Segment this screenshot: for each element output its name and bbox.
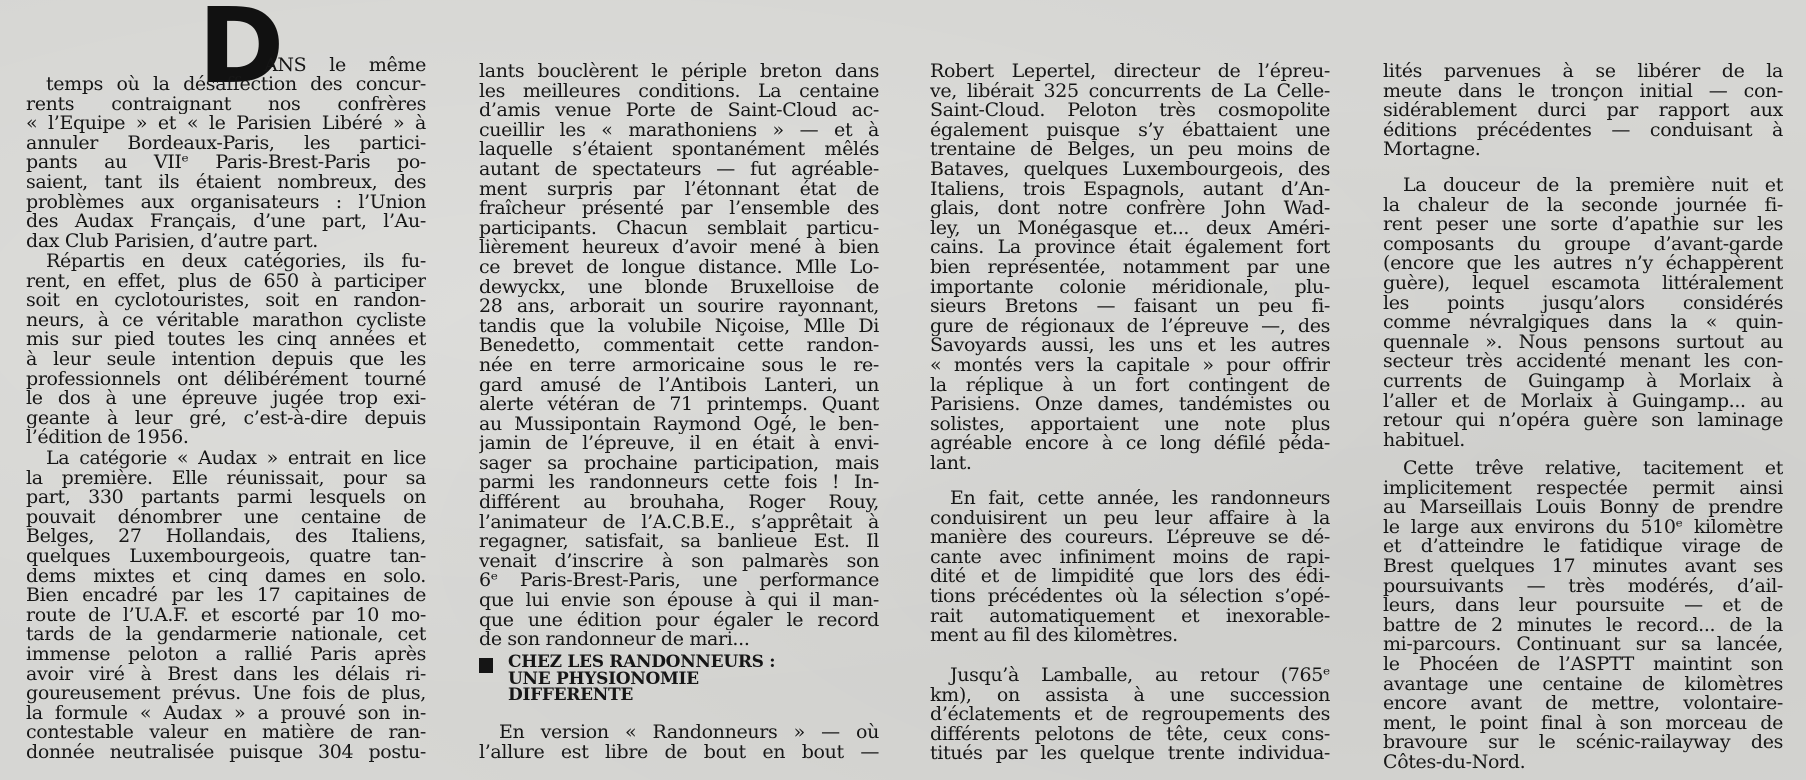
text-line: « montés vers la capitale » pour offrir	[930, 355, 1330, 376]
text-line: la chaleur de la seconde journée fi-	[1383, 195, 1783, 216]
text-line: neurs, à ce véritable marathon cycliste	[26, 310, 426, 331]
text-line: rent, en effet, plus de 650 à participer	[26, 271, 426, 292]
text-line: fraîcheur présenté par l’ensemble des	[479, 199, 879, 219]
text-line: dems mixtes et cinq dames en solo.	[26, 566, 426, 587]
text-line: sieurs Bretons — faisant un peu fi-	[930, 297, 1330, 317]
text-line: titués par les quelque trente individua-	[930, 744, 1330, 764]
text-line: ve, libérait 325 concurrents de La Celle-	[930, 81, 1330, 102]
text-line: que lui envie son épouse à qui il man-	[479, 591, 879, 611]
text-line: Parisiens. Onze dames, tandémistes ou	[930, 395, 1330, 415]
text-line: de son randonneur de mari...	[479, 630, 750, 650]
text-line: participants. Chacun semblait particu-	[479, 218, 879, 239]
article-column-4	[1383, 0, 1783, 780]
text-line: soit en cyclotouristes, soit en randon-	[26, 291, 426, 311]
article-column-2	[479, 0, 879, 780]
text-line: 6ᵉ Paris-Brest-Paris, une performance	[479, 571, 879, 592]
text-line: meute dans le tronçon initial — con-	[1383, 81, 1783, 102]
text-line: les points jusqu’alors considérés	[1383, 293, 1783, 314]
text-line: leurs, dans leur poursuite — et de	[1383, 596, 1783, 616]
text-line: encore avant de mettre, volontaire-	[1383, 694, 1783, 714]
text-line: la première. Elle réunissait, pour sa	[26, 468, 426, 489]
text-line: saient, tant ils étaient nombreux, des	[26, 172, 426, 193]
text-line: trentaine de Belges, un peu moins de	[930, 140, 1330, 160]
text-line: La douceur de la première nuit et	[1403, 176, 1783, 196]
text-line: que une édition pour égaler le record	[479, 610, 879, 631]
text-line: au Marseillais Louis Bonny de prendre	[1383, 498, 1783, 518]
text-line: temps où la désaffection des concur-	[46, 75, 426, 95]
text-line: d’éclatements et de regroupements des	[930, 705, 1330, 725]
text-line: lant.	[930, 453, 972, 474]
text-line: cante avec infiniment moins de rapi-	[930, 547, 1330, 568]
text-line: conduisirent un peu leur affaire à la	[930, 508, 1330, 529]
text-line: « l’Equipe » et « le Parisien Libéré » à	[26, 114, 426, 134]
text-line: La catégorie « Audax » entrait en lice	[46, 449, 426, 469]
text-line: l’édition de 1956.	[26, 428, 189, 448]
text-line: née en terre armoricaine sous le re-	[479, 355, 879, 376]
paragraph	[1383, 176, 1783, 450]
text-line: regagner, satisfait, sa banlieue Est. Il	[479, 532, 879, 552]
text-line: 28 ans, arborait un sourire rayonnant,	[479, 297, 879, 317]
text-line: alerte vétéran de 71 printemps. Quant	[479, 395, 879, 415]
text-line: retour qui n’opéra guère son laminage	[1383, 411, 1783, 431]
text-line: habituel.	[1383, 430, 1465, 451]
first-line	[264, 56, 426, 76]
text-line: lités parvenues à se libérer de la	[1383, 62, 1783, 82]
subheading	[479, 654, 879, 704]
text-line: les meilleures conditions. La centaine	[479, 81, 879, 102]
paragraph	[26, 75, 426, 251]
text-line: l’allure est libre de bout en bout —	[479, 742, 879, 763]
text-line: mi-parcours. Continuant sur sa lancée,	[1383, 635, 1783, 655]
article-column-1	[26, 0, 426, 780]
text-line: km), on assista à une succession	[930, 685, 1330, 706]
text-line: tions précédentes où la sélection s’opé-	[930, 586, 1330, 607]
text-line: Savoyards aussi, les uns et les autres	[930, 336, 1330, 356]
text-line: l’animateur de l’A.C.B.E., s’apprêtait à	[479, 512, 879, 533]
subheading-line: CHEZ LES RANDONNEURS :	[508, 652, 776, 672]
text-line: autant de spectateurs — fut agréable-	[479, 159, 879, 180]
text-line: venait d’inscrire à son palmarès son	[479, 551, 879, 572]
text-line: Côtes-du-Nord.	[1383, 752, 1526, 773]
text-line: ment au fil des kilomètres.	[930, 626, 1178, 646]
text-line: professionnels ont délibérément tourné	[26, 369, 426, 390]
text-line: donnée neutralisée puisque 304 postu-	[26, 742, 426, 763]
text-line: Italiens, trois Espagnols, autant d’An-	[930, 179, 1330, 200]
text-line: lants bouclèrent le périple breton dans	[479, 62, 879, 82]
text-line: parmi les randonneurs cette fois ! In-	[479, 473, 879, 494]
paragraph	[1383, 62, 1783, 160]
text-line: solistes, apportaient une note plus	[930, 414, 1330, 435]
text-line: ANS le même	[264, 56, 426, 76]
text-line: poursuivants — très modérés, d’ail-	[1383, 576, 1783, 597]
text-line: différents pelotons de tête, ceux cons-	[930, 724, 1330, 745]
text-line: En version « Randonneurs » — où	[499, 723, 879, 743]
text-line: goureusement prévus. Une fois de plus,	[26, 684, 426, 704]
text-line: currents de Guingamp à Morlaix à	[1383, 371, 1783, 392]
text-line: part, 330 partants parmi lesquels on	[26, 488, 426, 508]
text-line: le Phocéen de l’ASPTT maintint son	[1383, 654, 1783, 675]
text-line: Mortagne.	[1383, 140, 1481, 160]
paragraph	[930, 62, 1330, 473]
text-line: le dos à une épreuve jugée trop exi-	[26, 389, 426, 409]
text-line: à leur seule intention depuis que les	[26, 349, 426, 370]
text-line: composants du groupe d’avant-garde	[1383, 234, 1783, 255]
text-line: et d’atteindre le fatidique virage de	[1383, 537, 1783, 557]
text-line: l’aller et de Morlaix à Guingamp... au	[1383, 391, 1783, 412]
text-line: route de l’U.A.F. et escorté par 10 mo-	[26, 605, 426, 626]
paragraph	[479, 62, 879, 650]
text-line: quennale ». Nous pensons surtout au	[1383, 332, 1783, 353]
article-column-3	[930, 0, 1330, 780]
text-line: avantage une centaine de kilomètres	[1383, 674, 1783, 695]
text-line: quelques Luxembourgeois, quatre tan-	[26, 546, 426, 567]
subheading-line: UNE PHYSIONOMIE	[508, 668, 699, 689]
text-line: pants au VIIᵉ Paris-Brest-Paris po-	[26, 153, 426, 173]
text-line: Bataves, quelques Luxembourgeois, des	[930, 159, 1330, 180]
text-line: Benedetto, commentait cette randon-	[479, 336, 879, 356]
text-line: laquelle s’étaient spontanément mêlés	[479, 140, 879, 160]
text-line: lièrement heureux d’avoir mené à bien	[479, 238, 879, 258]
text-line: tards de la gendarmerie nationale, cet	[26, 625, 426, 645]
subheading-line: DIFFERENTE	[508, 685, 634, 705]
text-line: le large aux environs du 510ᵉ kilomètre	[1383, 517, 1783, 538]
text-line: jamin de l’épreuve, il en était à envi-	[479, 434, 879, 454]
text-line: ment, le point final à son morceau de	[1383, 713, 1783, 734]
text-line: secteur très accidenté menant les con-	[1383, 352, 1783, 372]
text-line: cains. La province était également fort	[930, 238, 1330, 258]
text-line: problèmes aux organisateurs : l’Union	[26, 192, 426, 213]
square-bullet-icon	[479, 658, 493, 673]
text-line: ce brevet de longue distance. Mlle Lo-	[479, 257, 879, 278]
paragraph	[479, 723, 879, 762]
text-line: ment surpris par l’étonnant état de	[479, 179, 879, 200]
text-line: au Mussipontain Raymond Ogé, le ben-	[479, 414, 879, 435]
text-line: Saint-Cloud. Peloton très cosmopolite	[930, 101, 1330, 121]
text-line: la formule « Audax » a prouvé son in-	[26, 703, 426, 724]
text-line: Cette trêve relative, tacitement et	[1403, 459, 1783, 479]
text-line: geante à leur gré, c’est-à-dire depuis	[26, 408, 426, 429]
text-line: bien représentée, notamment par une	[930, 257, 1330, 278]
text-line: comme névralgiques dans la « quin-	[1383, 313, 1783, 333]
text-line: annuler Bordeaux-Paris, les partici-	[26, 133, 426, 154]
text-line: dewyckx, une blonde Bruxelloise de	[479, 277, 879, 298]
text-line: Belges, 27 Hollandais, des Italiens,	[26, 527, 426, 547]
text-line: sidérablement durci par rapport aux	[1383, 101, 1783, 121]
text-line: avoir viré à Brest dans les délais ri-	[26, 664, 426, 685]
text-line: Jusqu’à Lamballe, au retour (765ᵉ	[950, 666, 1330, 686]
text-line: dité et de limpidité que lors des édi-	[930, 567, 1330, 587]
text-line: implicitement respectée permit ainsi	[1383, 478, 1783, 499]
text-line: différent au brouhaha, Roger Rouy,	[479, 493, 879, 513]
text-line: (encore que les autres n’y échappèrent	[1383, 254, 1783, 274]
text-line: guère), lequel escamota littéralement	[1383, 273, 1783, 294]
text-line: battre de 2 minutes le record... de la	[1383, 615, 1783, 636]
text-line: éditions précédentes — conduisant à	[1383, 120, 1783, 141]
text-line: ley, un Monégasque et... deux Améri-	[930, 218, 1330, 239]
text-line: glais, dont notre confrère John Wad-	[930, 199, 1330, 219]
paragraph	[930, 489, 1330, 646]
text-line: mis sur pied toutes les cinq années et	[26, 330, 426, 350]
text-line: d’amis venue Porte de Saint-Cloud ac-	[479, 101, 879, 121]
text-line: pouvait dénombrer une centaine de	[26, 507, 426, 528]
text-line: tandis que la volubile Niçoise, Mlle Di	[479, 316, 879, 337]
text-line: importante colonie méridionale, plu-	[930, 277, 1330, 298]
paragraph	[930, 666, 1330, 764]
text-line: Bien encadré par les 17 capitaines de	[26, 586, 426, 606]
text-line: rait automatiquement et inexorable-	[930, 606, 1330, 627]
text-line: également puisque s’y ébattaient une	[930, 120, 1330, 141]
paragraph	[1383, 459, 1783, 773]
text-line: la réplique à un fort contingent de	[930, 375, 1330, 396]
text-line: manière des coureurs. L’épreuve se dé-	[930, 528, 1330, 548]
text-line: immense peloton a rallié Paris après	[26, 644, 426, 665]
text-line: dax Club Parisien, d’autre part.	[26, 231, 318, 252]
paragraph	[26, 449, 426, 763]
text-line: agréable encore à ce long défilé péda-	[930, 434, 1330, 454]
text-line: Répartis en deux catégories, ils fu-	[46, 252, 426, 272]
text-line: bravoure sur le scénic-railayway des	[1383, 733, 1783, 753]
text-line: Brest quelques 17 minutes avant ses	[1383, 556, 1783, 577]
text-line: des Audax Français, d’une part, l’Au-	[26, 212, 426, 232]
text-line: Robert Lepertel, directeur de l’épreu-	[930, 62, 1330, 82]
text-line: contestable valeur en matière de ran-	[26, 723, 426, 743]
text-line: sager sa prochaine participation, mais	[479, 453, 879, 474]
paragraph	[26, 252, 426, 448]
text-line: En fait, cette année, les randonneurs	[950, 489, 1330, 509]
text-line: rent peser une sorte d’apathie sur les	[1383, 215, 1783, 235]
text-line: gure de régionaux de l’épreuve —, des	[930, 316, 1330, 337]
text-line: gard amusé de l’Antibois Lanteri, un	[479, 375, 879, 396]
text-line: rents contraignant nos confrères	[26, 94, 426, 115]
text-line: cueillir les « marathoniens » — et à	[479, 120, 879, 141]
drop-cap: D	[198, 0, 285, 107]
